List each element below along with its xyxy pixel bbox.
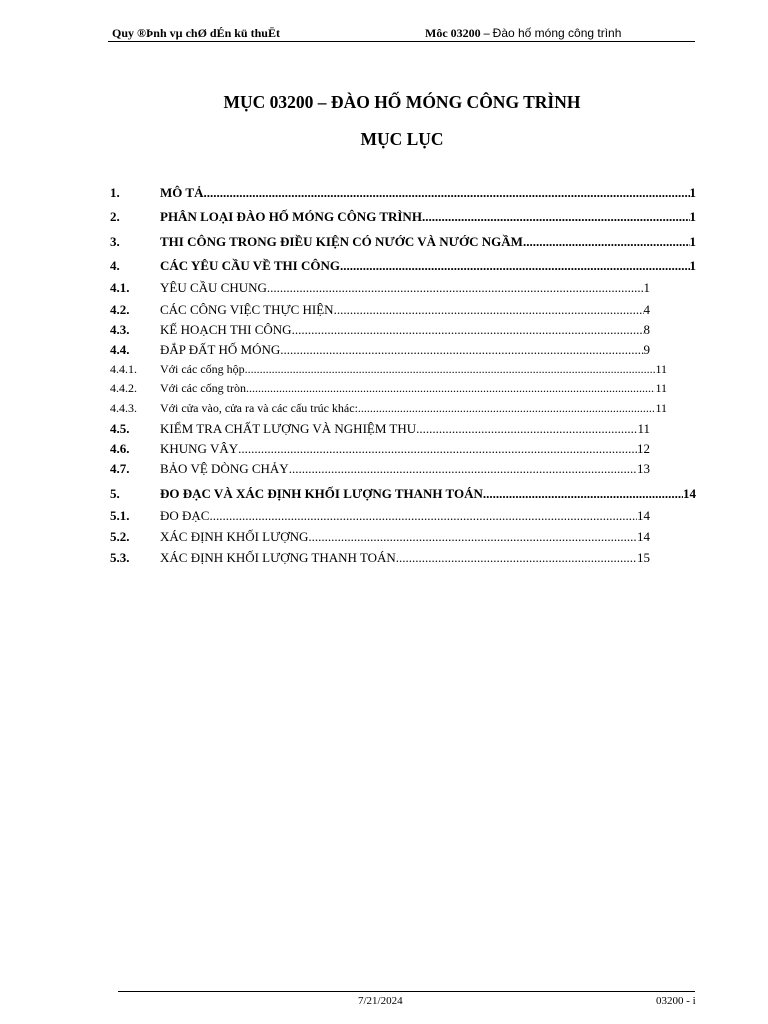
toc-entry-title: CÁC CÔNG VIỆC THỰC HIỆN — [160, 302, 334, 317]
toc-entry-page: 4 — [643, 302, 650, 317]
toc-entry[interactable] — [110, 508, 650, 524]
toc-leader-dots — [245, 362, 656, 377]
toc-entry-title: ĐO ĐẠC VÀ XÁC ĐỊNH KHỐI LƯỢNG THANH TOÁN — [160, 486, 483, 501]
toc-entry-number: 4.6. — [110, 441, 130, 456]
toc-entry-number: 5. — [110, 486, 120, 501]
toc-entry-title: YÊU CẦU CHUNG — [160, 280, 267, 295]
header-section-code: Môc 03200 – — [425, 26, 493, 40]
toc-entry-page: 9 — [643, 342, 650, 357]
toc-entry-page: 1 — [643, 280, 650, 295]
toc-entry-page: 12 — [637, 441, 650, 456]
toc-entry-page: 11 — [655, 401, 667, 415]
toc-entry[interactable] — [110, 322, 650, 338]
toc-entry[interactable] — [110, 441, 650, 457]
toc-leader-dots — [267, 280, 644, 296]
toc-entry[interactable] — [110, 486, 696, 502]
document-title: MỤC 03200 – ĐÀO HỐ MÓNG CÔNG TRÌNH — [223, 92, 581, 112]
toc-entry-number: 4. — [110, 258, 120, 273]
toc-entry[interactable] — [110, 342, 650, 358]
toc-leader-dots — [340, 258, 690, 274]
toc-entry[interactable] — [110, 185, 696, 201]
toc-leader-dots — [289, 461, 637, 477]
header-right-text — [425, 26, 621, 40]
toc-entry-title: Với cửa vào, cửa ra và các cấu trúc khác: — [160, 401, 358, 415]
toc-entry-title: ĐO ĐẠC — [160, 508, 210, 523]
footer-page-number: 03200 - i — [656, 995, 696, 1007]
toc-leader-dots — [308, 529, 637, 545]
toc-entry-number: 3. — [110, 234, 120, 249]
toc-entry[interactable] — [110, 550, 650, 566]
toc-leader-dots — [238, 441, 637, 457]
toc-leader-dots — [246, 381, 655, 396]
footer-rule — [118, 991, 695, 992]
toc-entry-page: 15 — [637, 550, 650, 565]
toc-entry-number: 5.2. — [110, 529, 130, 544]
toc-entry-page: 14 — [683, 486, 696, 501]
toc-leader-dots — [523, 234, 690, 250]
toc-entry-title: CÁC YÊU CẦU VỀ THI CÔNG — [160, 258, 340, 273]
toc-entry-title: PHÂN LOẠI ĐÀO HỐ MÓNG CÔNG TRÌNH — [160, 209, 422, 224]
toc-leader-dots — [203, 185, 689, 201]
toc-entry[interactable] — [110, 529, 650, 545]
toc-entry-title: XÁC ĐỊNH KHỐI LƯỢNG THANH TOÁN — [160, 550, 396, 565]
toc-leader-dots — [334, 302, 644, 318]
toc-entry-title: BẢO VỆ DÒNG CHẢY — [160, 461, 289, 476]
toc-leader-dots — [416, 421, 637, 437]
toc-entry-page: 11 — [637, 421, 650, 436]
toc-entry[interactable] — [110, 234, 696, 250]
toc-entry-title: Với các cống tròn — [160, 381, 246, 395]
toc-leader-dots — [483, 486, 683, 502]
toc-entry-number: 5.1. — [110, 508, 130, 523]
toc-heading: MỤC LỤC — [360, 129, 444, 149]
toc-entry-title: KIỂM TRA CHẤT LƯỢNG VÀ NGHIỆM THU — [160, 421, 417, 436]
toc-entry-title: Với các cống hộp — [160, 362, 245, 376]
toc-entry-title: MÔ TẢ — [160, 185, 204, 200]
toc-entry-page: 11 — [655, 362, 667, 376]
footer-date: 7/21/2024 — [358, 995, 403, 1007]
toc-entry[interactable] — [110, 381, 667, 396]
toc-entry-number: 4.3. — [110, 322, 130, 337]
toc-entry-number: 4.4.2. — [110, 381, 137, 395]
toc-entry[interactable] — [110, 461, 650, 477]
toc-entry-page: 14 — [637, 508, 650, 523]
toc-entry-number: 4.4. — [110, 342, 130, 357]
toc-entry-number: 4.1. — [110, 280, 130, 295]
toc-entry-number: 4.5. — [110, 421, 130, 436]
toc-leader-dots — [396, 550, 637, 566]
toc-entry-title: XÁC ĐỊNH KHỐI LƯỢNG — [160, 529, 309, 544]
toc-leader-dots — [292, 322, 644, 338]
toc-entry-number: 5.3. — [110, 550, 130, 565]
toc-entry-page: 8 — [643, 322, 650, 337]
toc-entry-title: THI CÔNG TRONG ĐIỀU KIỆN CÓ NƯỚC VÀ NƯỚC NGẦM — [160, 234, 523, 249]
toc-leader-dots — [422, 209, 690, 225]
toc-entry-number: 1. — [110, 185, 120, 200]
toc-entry-page: 1 — [689, 209, 696, 224]
header-rule — [108, 41, 695, 42]
toc-entry[interactable] — [110, 401, 667, 416]
toc-entry-page: 11 — [655, 381, 667, 395]
toc-entry[interactable] — [110, 209, 696, 225]
toc-entry[interactable] — [110, 302, 650, 318]
toc-entry-title: KHUNG VÂY — [160, 441, 239, 456]
toc-entry[interactable] — [110, 362, 667, 377]
toc-leader-dots — [280, 342, 643, 358]
toc-entry-page: 1 — [689, 234, 696, 249]
toc-entry-title: ĐẮP ĐẤT HỐ MÓNG — [160, 342, 281, 357]
toc-entry-page: 1 — [689, 258, 696, 273]
toc-entry-page: 1 — [689, 185, 696, 200]
toc-entry-page: 14 — [637, 529, 650, 544]
toc-leader-dots — [209, 508, 637, 524]
toc-entry-page: 13 — [637, 461, 650, 476]
header-section-title: Đào hố móng công trình — [492, 26, 622, 40]
toc-entry[interactable] — [110, 421, 650, 437]
header-left-text: Quy ®Þnh vµ chØ dÉn kü thuËt — [112, 26, 280, 40]
toc-entry-number: 4.7. — [110, 461, 130, 476]
toc-entry-number: 4.4.1. — [110, 362, 137, 376]
toc-entry-number: 2. — [110, 209, 120, 224]
toc-entry-title: KẾ HOẠCH THI CÔNG — [160, 322, 292, 337]
toc-entry-number: 4.2. — [110, 302, 130, 317]
toc-entry-number: 4.4.3. — [110, 401, 137, 415]
toc-entry[interactable] — [110, 258, 696, 274]
toc-entry[interactable] — [110, 280, 650, 296]
toc-leader-dots — [358, 401, 656, 416]
